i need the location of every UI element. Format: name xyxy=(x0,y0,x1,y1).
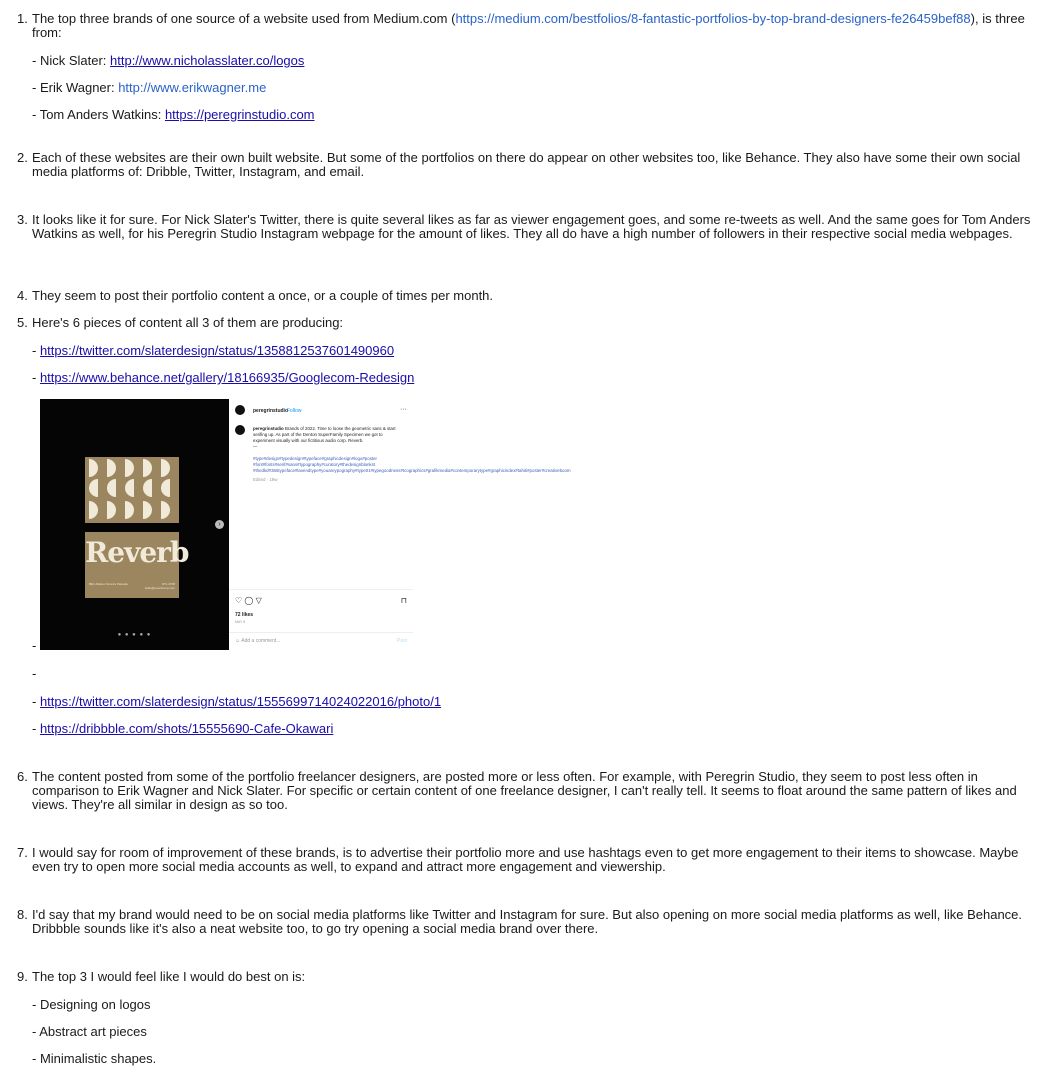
account-avatar[interactable] xyxy=(235,405,245,415)
caption-avatar xyxy=(235,425,245,435)
sub-item: - Abstract art pieces xyxy=(32,1024,147,1039)
half-circle-pattern xyxy=(85,457,179,523)
item-number: 4. xyxy=(17,288,28,303)
share-icon[interactable]: ▽ xyxy=(255,596,262,605)
sub-item: - Nick Slater: http://www.nicholasslater.co/logos xyxy=(32,53,305,68)
comment-box xyxy=(235,638,407,644)
comment-input[interactable]: Add a comment... xyxy=(241,638,281,644)
item-number: 5. xyxy=(17,315,28,330)
sub-item: - Erik Wagner: http://www.erikwagner.me xyxy=(32,80,267,95)
account-name[interactable]: peregrinstudio xyxy=(253,408,289,414)
item-number: 7. xyxy=(17,845,28,860)
sub-item: - https://twitter.com/slaterdesign/status/1555699714024022016/photo/1 xyxy=(32,694,442,709)
next-arrow-icon[interactable]: › xyxy=(215,520,224,529)
caption-hashtags[interactable]: #type#design#typedesign#typeface#graphicdesign#logo#poster #font#fonts#serif#sans#typography#curatory#thedesignblankst #thedkd#365typeface#lavendtype#youareypography#type01#typegoodness#tcographics#grafikmedia#contemporarytype#graphicindex#tahiti#poster#creativeboom xyxy=(253,456,571,473)
post-details xyxy=(229,399,571,650)
emoji-icon[interactable]: ☺ xyxy=(235,638,241,644)
post-header xyxy=(235,405,407,415)
post-comment-button[interactable]: Post xyxy=(396,638,407,644)
edited-label: Edited · 19w xyxy=(253,477,278,482)
sub-item: - https://www.behance.net/gallery/18166935/Googlecom-Redesign xyxy=(32,370,415,385)
erik-wagner-link[interactable]: http://www.erikwagner.me xyxy=(118,80,267,95)
follow-button[interactable]: Follow xyxy=(287,408,302,414)
item-text: They seem to post their portfolio content a once, or a couple of times per month. xyxy=(32,288,494,303)
poster-title: Reverb xyxy=(85,536,189,569)
likes-count[interactable]: 72 likes xyxy=(235,612,254,618)
comment-icon[interactable]: ◯ xyxy=(244,596,254,605)
carousel-dots: ● ● ● ● ● xyxy=(117,632,152,638)
post-caption xyxy=(235,425,571,515)
action-bar xyxy=(235,596,407,605)
reverb-poster xyxy=(85,457,189,598)
sub-item: - xyxy=(32,666,37,681)
item-text: Here's 6 pieces of content all 3 of them are producing: xyxy=(32,315,344,330)
poster-pattern xyxy=(85,457,179,523)
nick-slater-link[interactable]: http://www.nicholasslater.co/logos xyxy=(110,53,305,68)
caption-dash: — xyxy=(253,444,258,449)
twitter-link-1[interactable]: https://twitter.com/slaterdesign/status/1358812537601490960 xyxy=(39,343,395,358)
item-text: I would say for room of improvement of these brands, is to advertise their portfolio more and use hashtags even to get more engagement to their items to showcase. Maybe even try to open more social media accounts as well, to expand and attract more engagement and viewership. xyxy=(32,845,1019,874)
heart-icon[interactable]: ♡ xyxy=(235,596,243,605)
item-text: The content posted from some of the portfolio freelancer designers, are posted more or less often. For example, with Peregrin Studio, they seem to post less often in comparison to Erik Wagner and Nick Slater. For specific or certain content of one freelance designer, I can't really tell. It seems to float around the same pattern of likes and views. They're all similar in design as so too. xyxy=(32,769,1017,812)
peregrin-studio-link[interactable]: https://peregrinstudio.com xyxy=(164,107,315,122)
post-date: MAY 8 xyxy=(235,620,246,624)
sub-item: - Tom Anders Watkins: https://peregrinstudio.com xyxy=(32,107,315,122)
poster-title-band xyxy=(85,532,189,598)
item-number: 1. xyxy=(17,11,28,26)
divider xyxy=(229,589,413,590)
item-text: The top 3 I would feel like I would do best on is: xyxy=(32,969,306,984)
sub-item: - https://dribbble.com/shots/15555690-Cafe-Okawari xyxy=(32,721,334,736)
bookmark-icon[interactable]: ⊓ xyxy=(400,596,407,605)
item-number: 6. xyxy=(17,769,28,784)
more-options-icon[interactable]: ··· xyxy=(400,406,407,413)
item-number: 2. xyxy=(17,150,28,165)
caption-account[interactable]: peregrinstudio xyxy=(253,426,284,431)
sub-item: - Designing on logos xyxy=(32,997,151,1012)
divider xyxy=(229,632,413,633)
twitter-link-2[interactable]: https://twitter.com/slaterdesign/status/1555699714024022016/photo/1 xyxy=(39,694,442,709)
behance-link[interactable]: https://www.behance.net/gallery/18166935/Googlecom-Redesign xyxy=(39,370,415,385)
item-number: 9. xyxy=(17,969,28,984)
item-text: I'd say that my brand would need to be on social media platforms like Twitter and Instagram for sure. But also opening on more social media platforms as well, like Behance. Dribbble sounds like it's also a neat website too, to go try opening a social media brand over there. xyxy=(32,907,1023,936)
item-number: 3. xyxy=(17,212,28,227)
dribbble-link[interactable]: https://dribbble.com/shots/15555690-Cafe-Okawari xyxy=(39,721,334,736)
sub-item: - xyxy=(32,638,37,653)
item-text: It looks like it for sure. For Nick Slater's Twitter, there is quite several likes as far as viewer engagement goes, and some re-tweets as well. And the same goes for Tom Anders Watkins as well, for his Peregrin Studio Instagram webpage for the amount of likes. They all do have a high number of followers in their respective social media webpages. xyxy=(32,212,1031,241)
sub-item: - Minimalistic shapes. xyxy=(32,1051,157,1066)
sub-item: - https://twitter.com/slaterdesign/status/1358812537601490960 xyxy=(32,343,395,358)
post-image xyxy=(40,399,229,650)
medium-link[interactable]: https://medium.com/bestfolios/8-fantastic-portfolios-by-top-brand-designers-fe26459bef88 xyxy=(455,11,971,26)
caption-text: Brands of 2022. Time to loose the geometric sans & start serifing up. As part of the Denton SuperFamily Specimen we got to experiment visually with our fictitious audio corp. Reverb. xyxy=(253,426,396,443)
item-text: The top three brands of one source of a website used from Medium.com (https://medium.com/bestfolios/8-fantastic-portfolios-by-top-brand-designers-fe26459bef88), is three from: xyxy=(32,11,1025,40)
instagram-post-screenshot xyxy=(40,399,571,650)
item-number: 8. xyxy=(17,907,28,922)
item-text: Each of these websites are their own built website. But some of the portfolios on there do appear on other websites too, like Behance. They also have some their own social media platforms of: Dribble, Twitter, Instagram, and email. xyxy=(32,150,1021,179)
poster-small-text: Blitz Ableton Sonora Parasite RTL 2708 hello@reverbcorp.com xyxy=(89,582,175,590)
